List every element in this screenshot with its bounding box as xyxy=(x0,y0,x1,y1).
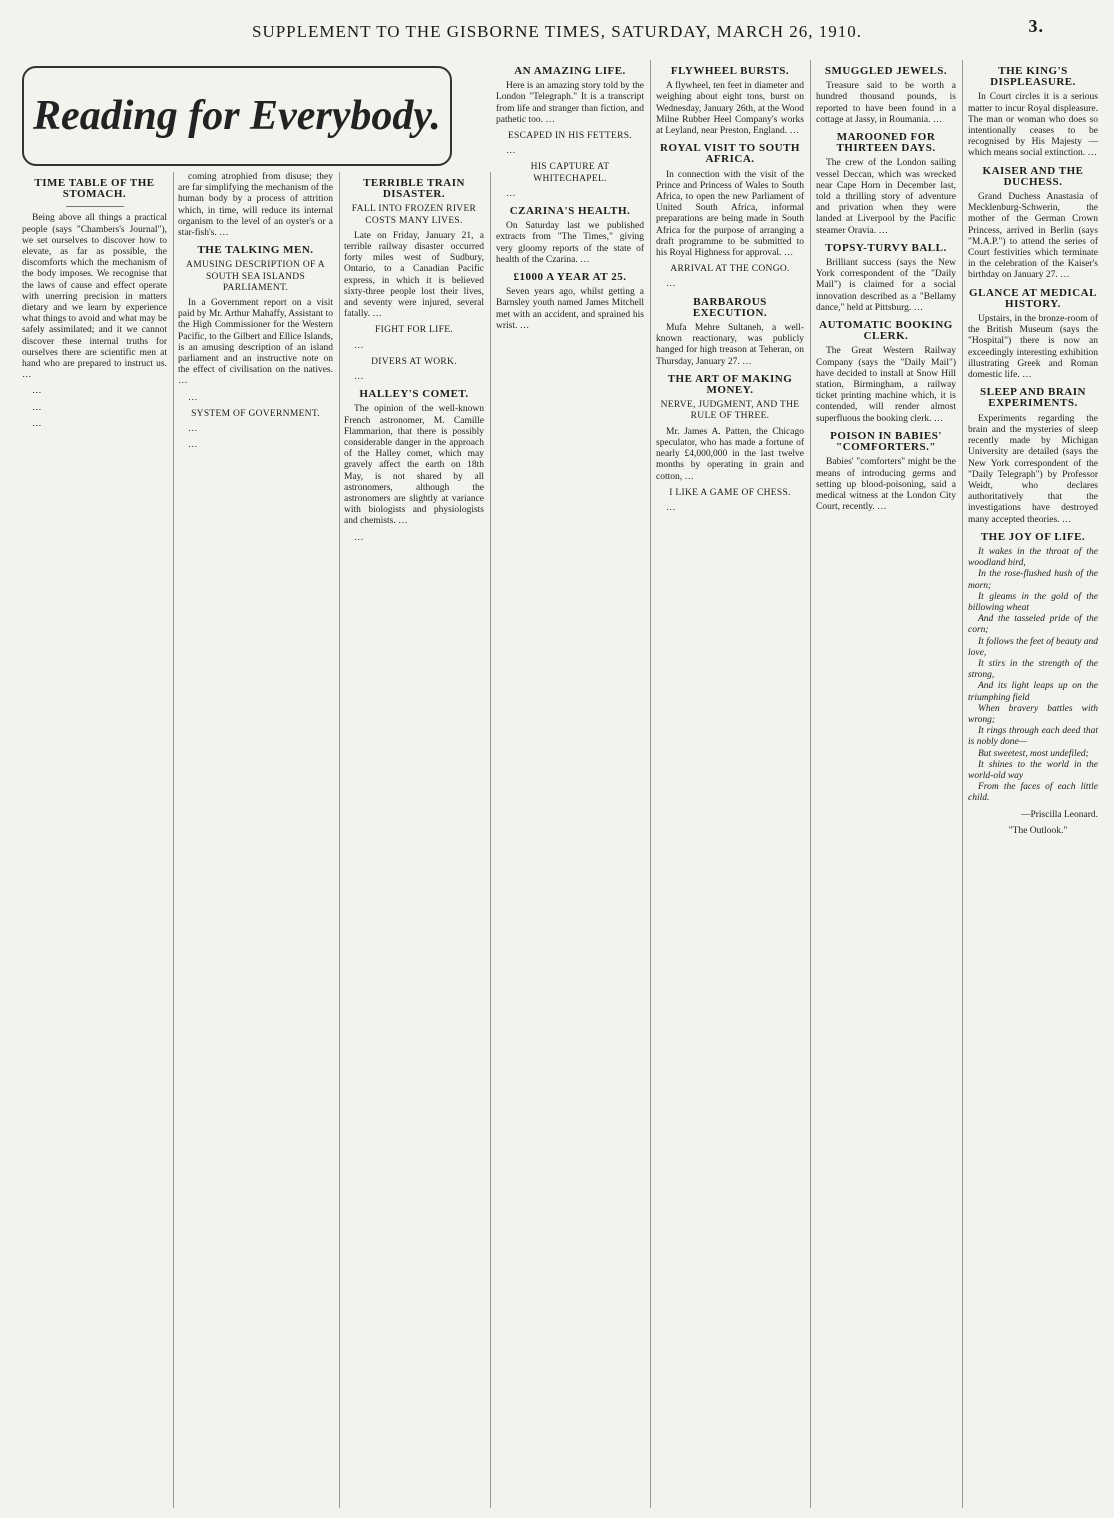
paragraph: The opinion of the well-known French astronomer, M. Camille Flammarion, that there is possibly considerable danger in the approach of the Halley comet, which may gravely affect the earth on 18th May, is not shared by all astronomers, although the astronomers are slightly at variance with biologists and physiologists and chemists. … xyxy=(344,404,484,527)
paragraph: … xyxy=(666,279,676,290)
section-heading: I LIKE A GAME OF CHESS. xyxy=(669,487,791,498)
paragraph: The crew of the London sailing vessel Deccan, which was wrecked near Cape Horn in December last, told a thrilling story of adventure and privation when they were landed at Liverpool by the Pacific steamer Oravia. … xyxy=(816,158,956,236)
headline: TOPSY-TURVY BALL. xyxy=(825,241,947,254)
headline: GLANCE AT MEDICAL HISTORY. xyxy=(969,286,1097,310)
headline: £1000 A YEAR AT 25. xyxy=(513,271,627,284)
poem-line: It rings through each deed that is nobly done— xyxy=(968,726,1098,748)
headline: MAROONED FOR THIRTEEN DAYS. xyxy=(836,131,936,155)
paragraph: … xyxy=(354,532,364,543)
headline: AUTOMATIC BOOKING CLERK. xyxy=(819,319,953,343)
page-number: 3. xyxy=(1028,16,1044,36)
paragraph: … xyxy=(32,402,42,413)
poem-line: In the rose-flushed hush of the morn; xyxy=(968,569,1098,591)
headline: THE ART OF MAKING MONEY. xyxy=(667,372,793,397)
masthead xyxy=(0,16,1114,48)
section-heading: SYSTEM OF GOVERNMENT. xyxy=(191,408,320,419)
column-6 xyxy=(816,60,963,1508)
paragraph: … xyxy=(666,502,676,513)
subheadline: AMUSING DESCRIPTION OF A SOUTH SEA ISLANDS PARLIAMENT. xyxy=(186,260,325,293)
paragraph: Treasure said to be worth a hundred thousand pounds, is reported to have been found in a cottage at Jassy, in Roumania. … xyxy=(816,81,956,125)
poem-line: It shines to the world in the world-old way xyxy=(968,759,1098,781)
poem-source: "The Outlook." xyxy=(1008,825,1068,836)
paragraph: Brilliant success (says the New York correspondent of the "Daily Mail") is claimed for a social innovation described as a "Bellamy dance," held at Pittsburg. … xyxy=(816,258,956,313)
paragraph: … xyxy=(188,424,198,435)
masthead-line: SUPPLEMENT TO THE GISBORNE TIMES, SATURDAY, MARCH 26, 1910. xyxy=(251,22,863,41)
poem-line: It gleams in the gold of the billowing wheat xyxy=(968,591,1098,613)
headline: FLYWHEEL BURSTS. xyxy=(670,65,790,77)
reading-banner xyxy=(22,66,452,166)
paragraph: … xyxy=(188,392,198,403)
headline: TIME TABLE OF THE STOMACH. xyxy=(34,177,155,201)
poem-line: It wakes in the throat of the woodland bird, xyxy=(968,546,1098,569)
poem-line: And the tasseled pride of the corn; xyxy=(968,614,1098,636)
headline: SMUGGLED JEWELS. xyxy=(824,65,948,77)
paragraph: Seven years ago, whilst getting a Barnsley youth named James Mitchell met with an accident, and sprained his wrist. … xyxy=(496,287,644,331)
headline: TERRIBLE TRAIN DISASTER. xyxy=(363,177,465,201)
paragraph: … xyxy=(32,418,42,429)
headline: ROYAL VISIT TO SOUTH AFRICA. xyxy=(660,142,800,166)
column-1 xyxy=(22,172,174,1508)
column-2 xyxy=(178,172,340,1508)
paragraph: Grand Duchess Anastasia of Mecklenburg-Schwerin, the mother of the German Crown Princess, arrived in Berlin (says "M.A.P.") to attend the series of Court festivities which terminate in the celebration of the Kaiser's birthday on January 27. … xyxy=(968,192,1098,281)
poem-line: It follows the feet of beauty and love, xyxy=(968,636,1098,658)
paragraph: … xyxy=(188,440,198,451)
paragraph: Experiments regarding the brain and the mysteries of sleep recently made by Michigan University are detailed (says the New York correspondent of the "Daily Telegraph") by Professor Weidt, who declares authoritatively that the investigations have destroyed many accepted theories. … xyxy=(968,413,1098,525)
section-heading: ARRIVAL AT THE CONGO. xyxy=(670,264,790,275)
poem-line: From the faces of each little child. xyxy=(968,782,1098,804)
paragraph: … xyxy=(506,188,516,199)
paragraph: In Court circles it is a serious matter to incur Royal displeasure. The man or woman who does so intentionally ceases to be recognised by His Majesty — which means social extinction. … xyxy=(968,92,1098,159)
headline: THE KING'S DISPLEASURE. xyxy=(990,65,1076,89)
subheadline: FALL INTO FROZEN RIVER COSTS MANY LIVES. xyxy=(351,204,477,226)
headline: HALLEY'S COMET. xyxy=(359,388,469,401)
paragraph: The Great Western Railway Company (says the "Daily Mail") have decided to install at Snow Hill station, Birmingham, a railway ticket printing machine which, it is contended, will render almost superfluous the booking clerk. … xyxy=(816,346,956,424)
headline: KAISER AND THE DUCHESS. xyxy=(982,164,1084,188)
paragraph: Mufa Mehre Sultaneh, a well-known reactionary, was publicly hanged for high treason at Teheran, on Thursday, January 27. … xyxy=(656,323,804,367)
paragraph: Here is an amazing story told by the London "Telegraph." It is a transcript from life and stranger than fiction, and pathetic too. … xyxy=(496,81,644,125)
headline: THE TALKING MEN. xyxy=(197,244,314,257)
poem xyxy=(968,547,1098,805)
headline: THE JOY OF LIFE. xyxy=(980,530,1086,543)
poem-line: And its light leaps up on the triumphing field xyxy=(968,681,1098,703)
headline: BARBAROUS EXECUTION. xyxy=(692,295,768,319)
column-5 xyxy=(656,60,811,1508)
headline: POISON IN BABIES' "COMFORTERS." xyxy=(830,429,942,454)
headline: AN AMAZING LIFE. xyxy=(514,65,626,77)
column-3 xyxy=(344,172,491,1508)
section-heading: HIS CAPTURE AT WHITECHAPEL. xyxy=(530,162,610,184)
paragraph: A flywheel, ten feet in diameter and weighing about eight tons, burst on Wednesday, January 26th, at the Wood Milne Rubber Heel Company's works at Leyland, near Preston, England. … xyxy=(656,81,804,137)
section-heading: FIGHT FOR LIFE. xyxy=(375,325,453,336)
paragraph: … xyxy=(32,386,42,397)
banner-title: Reading for Everybody. xyxy=(33,93,441,139)
paragraph: … xyxy=(506,146,516,157)
paragraph: In a Government report on a visit paid by Mr. Arthur Mahaffy, Assistant to the High Commissioner for the Western Pacific, to the Gilbert and Ellice Islands, is an amusing description of an island parliament and an instructive note on the effect of civilisation on the natives. … xyxy=(178,298,333,387)
paragraph: Being above all things a practical people (says "Chambers's Journal"), we set ourselves to discover how to elevate, as far as possible, the discomforts which the mechanism of the body imposes. We recognise that the laws of cause and effect operate with unerring precision in matters dietary and we learn by experience what things to avoid and what may be safely assimilated; and it we cannot discover these internal truths for ourselves there are scientific men at hand who are prepared to instruct us. … xyxy=(22,213,167,381)
headline: SLEEP AND BRAIN EXPERIMENTS. xyxy=(980,386,1086,410)
paragraph: coming atrophied from disuse; they are far simplifying the mechanism of the human body by a process of attrition which, in time, will reduce its internal organism to the level of an oyster's or a star-fish's. … xyxy=(178,172,333,239)
section-heading: ESCAPED IN HIS FETTERS. xyxy=(507,131,633,142)
paragraph: … xyxy=(354,372,364,383)
paragraph: In connection with the visit of the Prince and Princess of Wales to South Africa, to open the new Parliament of United South Africa, informal preparations are being made in South Africa for the purpose of arranging a draft programme to be submitted to his Royal Highness for approval. … xyxy=(656,169,804,259)
headline: CZARINA'S HEALTH. xyxy=(509,205,631,218)
paragraph: Late on Friday, January 21, a terrible railway disaster occurred forty miles west of Sudbury, Ontario, to a Canadian Pacific express, in which it is believed sixty-three people lost their lives, and seventy were injured, several fatally. … xyxy=(344,230,484,320)
poem-line: But sweetest, most undefiled; xyxy=(978,748,1089,759)
paragraph: Babies' "comforters" might be the means of introducing germs and setting up blood-poisoning, said a medical witness at the London City Court, recently. … xyxy=(816,457,956,513)
divider xyxy=(66,206,124,207)
section-heading: DIVERS AT WORK. xyxy=(371,356,457,367)
paragraph: … xyxy=(354,340,364,351)
poem-attribution: —Priscilla Leonard. xyxy=(1020,809,1098,820)
poem-line: When bravery battles with wrong; xyxy=(968,703,1098,725)
poem-line: It stirs in the strength of the strong, xyxy=(968,658,1098,681)
column-4 xyxy=(496,60,651,1508)
paragraph: On Saturday last we published extracts from "The Times," giving very gloomy reports of the state of health of the Czarina. … xyxy=(496,221,644,265)
column-7 xyxy=(968,60,1104,1508)
paragraph: Upstairs, in the bronze-room of the British Museum (says the "Hospital") there is now an exceedingly interesting exhibition illustrating Greek and Roman domestic life. … xyxy=(968,314,1098,381)
subheadline: NERVE, JUDGMENT, AND THE RULE OF THREE. xyxy=(660,400,800,422)
paragraph: Mr. James A. Patten, the Chicago speculator, who has made a fortune of nearly £4,000,000 in the last twelve months by operating in grain and cotton, … xyxy=(656,426,804,482)
